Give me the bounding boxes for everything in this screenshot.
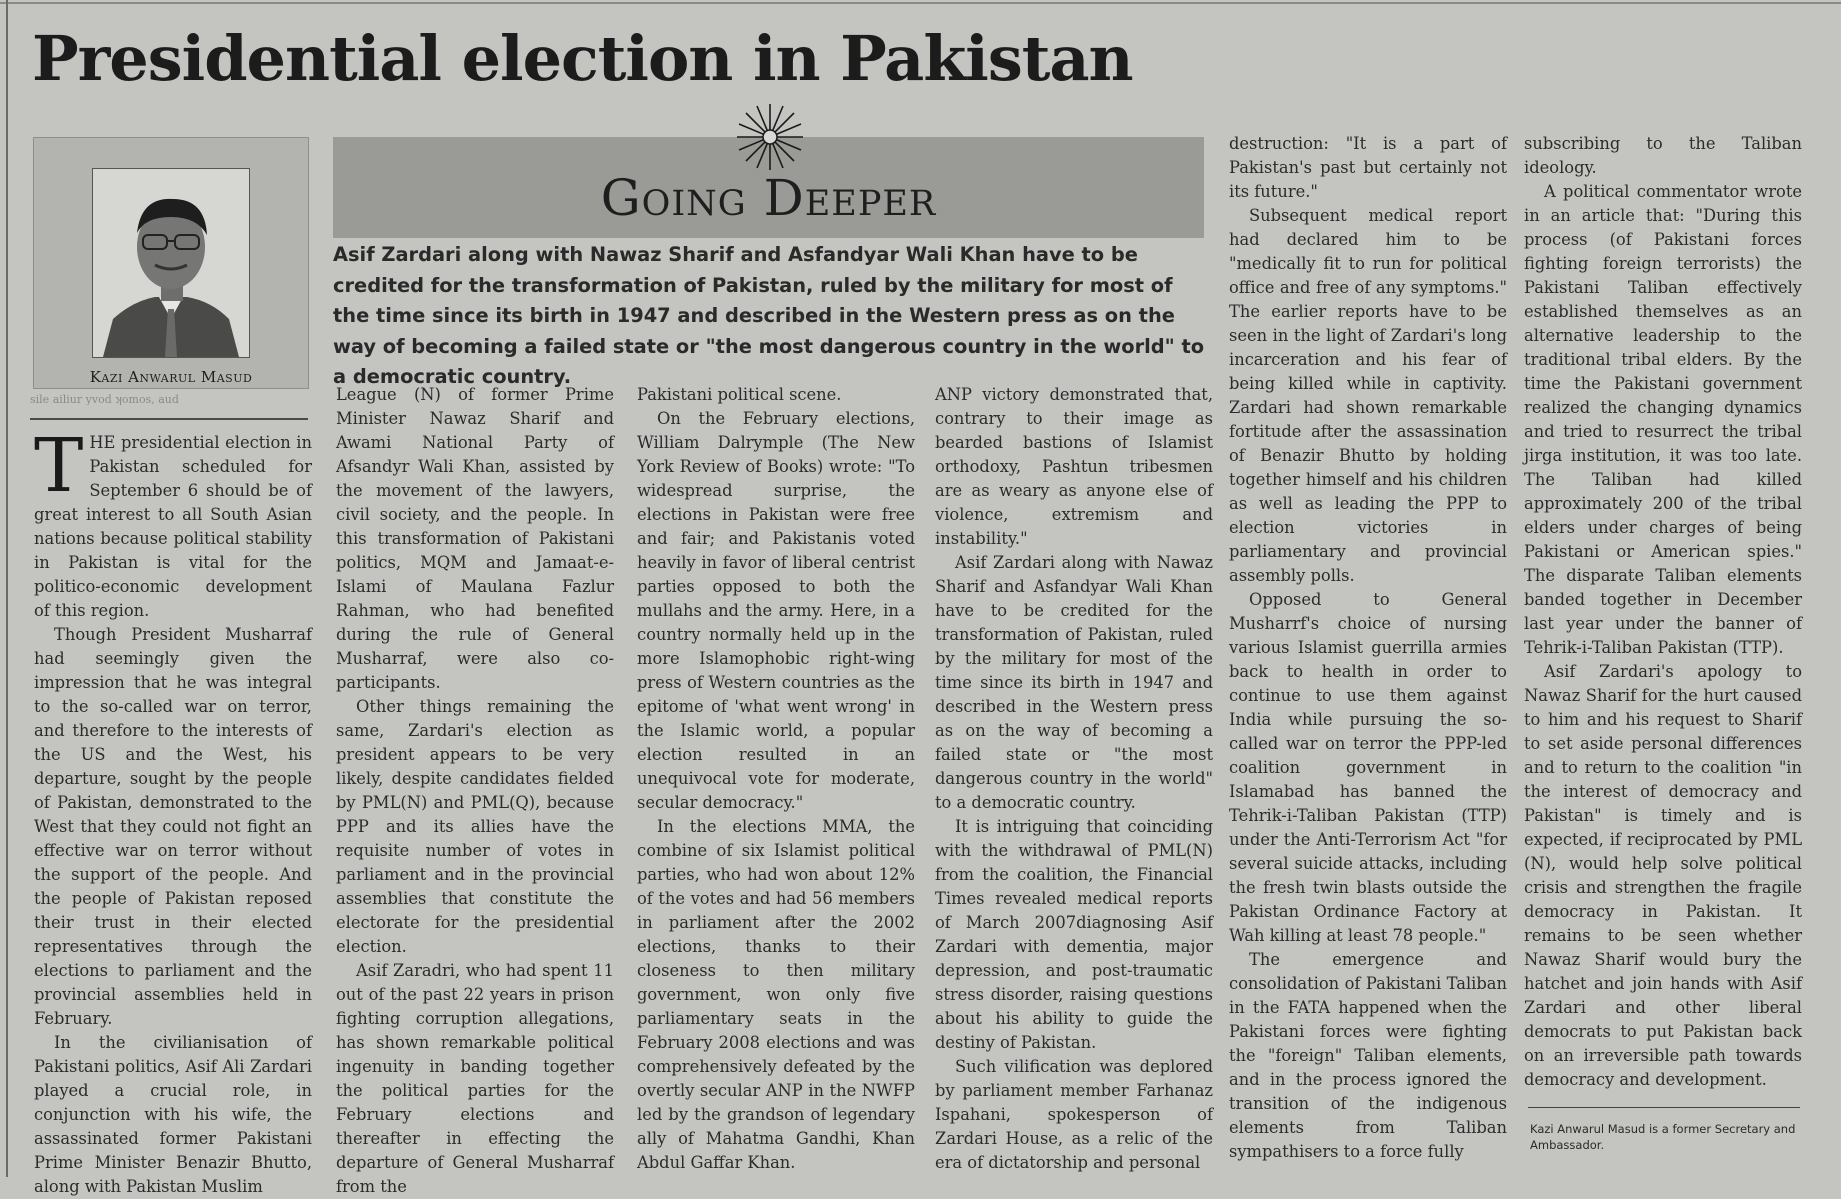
drop-cap: T bbox=[34, 423, 84, 509]
column-1 bbox=[34, 423, 312, 1199]
column-4-paragraph-3: It is intriguing that coinciding with the withdrawal of PML(N) from the coalition, the Financial Times revealed medical reports of March 2007diagnosing Asif Zardari with dementia, major depression, and post-traumatic stress disorder, raising questions about his ability to guide the destiny of Pakistan. bbox=[935, 817, 1213, 1052]
column-4-paragraph-4: Such vilification was deplored by parliament member Farhanaz Ispahani, spokesperson of Zardari House, as a relic of the era of dictatorship and personal bbox=[935, 1057, 1213, 1172]
column-4 bbox=[935, 383, 1213, 1175]
column-2 bbox=[336, 383, 614, 1199]
column-3-paragraph-3: In the elections MMA, the combine of six Islamist political parties, who had won about 12% of the votes and had 56 members in parliament after the 2002 elections, thanks to their closeness to then military government, won only five parliamentary seats in the February 2008 elections and was comprehensively defeated by the overtly secular ANP in the NWFP led by the grandson of legendary ally of Mahatma Gandhi, Khan Abdul Gaffar Khan. bbox=[637, 817, 915, 1172]
column-6-paragraph-3: Asif Zardari's apology to Nawaz Sharif for the hurt caused to him and his request to Sharif to set aside personal differences and to return to the coalition "in the interest of democracy and Pakistan" is timely and is expected, if reciprocated by PML (N), would help solve political crisis and strengthen the fragile democracy in Pakistan. It remains to be seen whether Nawaz Sharif would bury the hatchet and join hands with Asif Zardari and other liberal democrats to put Pakistan back on an irreversible path towards democracy and development. bbox=[1524, 662, 1802, 1089]
column-1-paragraph-1 bbox=[34, 423, 312, 623]
column-3-paragraph-1: Pakistani political scene. bbox=[637, 385, 842, 404]
column-2-paragraph-1: League (N) of former Prime Minister Nawaz Sharif and Awami National Party of Afsandyr Wali Khan, assisted by the movement of the lawyers, civil society, and the people. In this transformation of Pakistani politics, MQM and Jamaat-e-Islami of Maulana Fazlur Rahman, who had benefited during the rule of General Musharraf, were also co-participants. bbox=[336, 385, 614, 692]
author-photo-box bbox=[33, 137, 309, 389]
column-3-paragraph-2: On the February elections, William Dalrymple (The New York Review of Books) wrote: "To widespread surprise, the elections in Pakistan were free and fair; and Pakistanis voted heavily in favor of liberal centrist parties opposed to both the mullahs and the army. Here, in a country normally held up in the more Islamophobic right-wing press of Western countries as the epitome of 'what went wrong' in the Islamic world, a popular election resulted in an unequivocal vote for moderate, secular democracy." bbox=[637, 409, 915, 812]
author-bio: Kazi Anwarul Masud is a former Secretary and Ambassador. bbox=[1530, 1122, 1796, 1152]
bio-rule bbox=[1528, 1107, 1800, 1108]
column-5 bbox=[1229, 132, 1507, 1164]
headline: Presidential election in Pakistan bbox=[32, 22, 1133, 95]
column-4-paragraph-1: ANP victory demonstrated that, contrary to their image as bearded bastions of Islamist orthodoxy, Pashtun tribesmen are as weary as anyone else of violence, extremism and instability." bbox=[935, 385, 1213, 548]
column-6-paragraph-2: A political commentator wrote in an article that: "During this process (of Pakistani forces fighting foreign terrorists) the Pakistani Taliban effectively established themselves as an alternative leadership to the traditional tribal elders. By the time the Pakistani government realized the changing dynamics and tried to resurrect the tribal jirga institution, it was too late. The Taliban had killed approximately 200 of the tribal elders under charges of being Pakistani or American spies." The disparate Taliban elements banded together in December last year under the banner of Tehrik-i-Taliban Pakistan (TTP). bbox=[1524, 182, 1802, 657]
column-6 bbox=[1524, 132, 1802, 1092]
banner-title: Going Deeper bbox=[600, 169, 937, 227]
column-4-paragraph-2: Asif Zardari along with Nawaz Sharif and Asfandyar Wali Khan have to be credited for the transformation of Pakistan, ruled by the military for most of the time since its birth in 1947 and described in the Western press as on the way of becoming a failed state or "the most dangerous country in the world" to a democratic country. bbox=[935, 553, 1213, 812]
column-5-paragraph-4: The emergence and consolidation of Pakistani Taliban in the FATA happened when the Pakistani forces were fighting the "foreign" Taliban elements, and in the process ignored the transition of the indigenous elements from Taliban sympathisers to a force fully bbox=[1229, 950, 1507, 1161]
bleed-through-text: sile ailiur yvod ʞomos, aud bbox=[30, 393, 179, 405]
column-1-paragraph-2: Though President Musharraf had seemingly given the impression that he was integral to the so-called war on terror, and therefore to the interests of the US and the West, his departure, sought by the people of Pakistan, demonstrated to the West that they could not fight an effective war on terror without the support of the people. And the people of Pakistan reposed their trust in their elected representatives through the elections to parliament and the provincial assemblies held in February. bbox=[34, 625, 312, 1028]
column-1-paragraph-3: In the civilianisation of Pakistani politics, Asif Ali Zardari played a crucial role, in conjunction with his wife, the assassinated former Pakistani Prime Minister Benazir Bhutto, along with Pakistan Muslim bbox=[34, 1033, 312, 1196]
author-photo bbox=[92, 168, 250, 358]
column-5-paragraph-1: destruction: "It is a part of Pakistan's past but certainly not its future." bbox=[1229, 134, 1507, 201]
deck-text: Asif Zardari along with Nawaz Sharif and Asfandyar Wali Khan have to be credited for the transformation of Pakistan, ruled by the military for most of the time since its birth in 1947 and described in the Western press as on the way of becoming a failed state or "the most dangerous country in the world" to a democratic country. bbox=[333, 243, 1205, 388]
author-byline: Kazi Anwarul Masud bbox=[89, 368, 253, 386]
column-5-paragraph-2: Subsequent medical report had declared him to be "medically fit to run for political office and free of any symptoms." The earlier reports have to be seen in the light of Zardari's long incarceration and his fear of being killed while in captivity. Zardari had shown remarkable fortitude after the assassination of Benazir Bhutto by holding together himself and his children as well as leading the PPP to election victories in parliamentary and provincial assembly polls. bbox=[1229, 206, 1507, 585]
column-6-paragraph-1: subscribing to the Taliban ideology. bbox=[1524, 134, 1802, 177]
page-edge-top bbox=[0, 2, 1841, 4]
byline-rule bbox=[30, 418, 308, 420]
column-2-paragraph-2: Other things remaining the same, Zardari's election as president appears to be very likely, despite candidates fielded by PML(N) and PML(Q), because PPP and its allies have the requisite number of votes in parliament and in the provincial assemblies that constitute the electorate for the presidential election. bbox=[336, 697, 614, 956]
column-2-paragraph-3: Asif Zaradri, who had spent 11 out of the past 22 years in prison fighting corruption allegations, has shown remarkable political ingenuity in banding together the political parties for the February elections and thereafter in effecting the departure of General Musharraf from the bbox=[336, 961, 614, 1196]
column-1-lead-text: HE presidential election in Pakistan scheduled for September 6 should be of great interest to all South Asian nations because political stability in Pakistan is vital for the politico-economic development of this region. bbox=[34, 433, 312, 620]
page-edge-left bbox=[6, 0, 8, 1177]
starburst-icon bbox=[735, 102, 805, 172]
column-3 bbox=[637, 383, 915, 1175]
column-5-paragraph-3: Opposed to General Musharrf's choice of nursing various Islamist guerrilla armies back to health in order to continue to use them against India while pursuing the so-called war on terror the PPP-led coalition government in Islamabad has banned the Tehrik-i-Taliban Pakistan (TTP) under the Anti-Terrorism Act "for several suicide attacks, including the fresh twin blasts outside the Pakistan Ordinance Factory at Wah killing at least 78 people." bbox=[1229, 590, 1507, 945]
